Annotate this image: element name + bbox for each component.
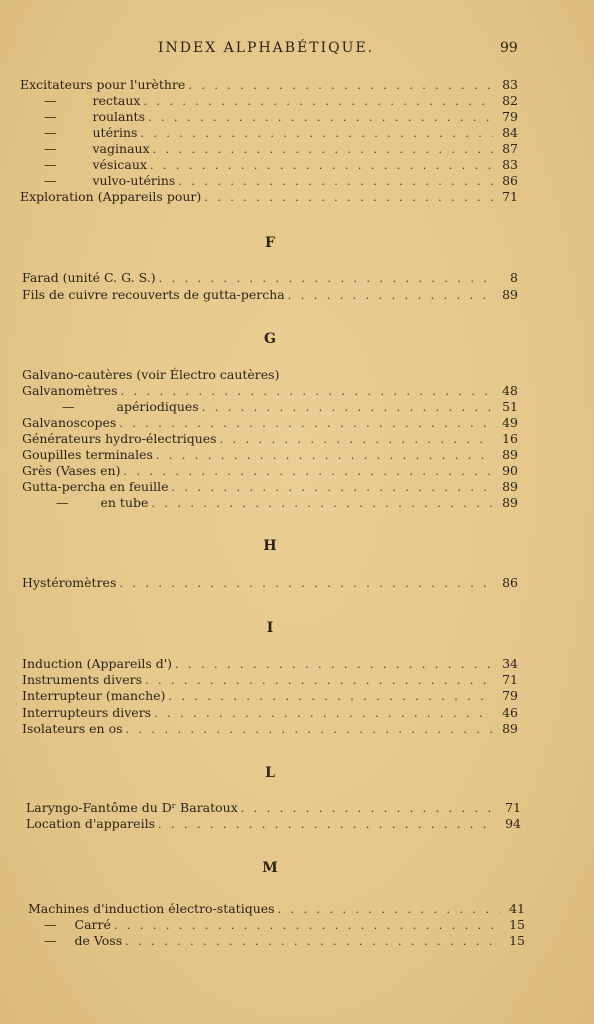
index-entry: Fils de cuivre recouverts de gutta-percha . . . 89	[22, 287, 518, 303]
index-entry: — rectaux . . . 82	[44, 93, 518, 109]
section-letter: G	[264, 331, 276, 347]
index-entry: Excitateurs pour l'urèthre . . . 83	[20, 77, 518, 93]
index-entry: — Carré . . . 15	[44, 917, 525, 933]
index-entry: Exploration (Appareils pour) . . . 71	[20, 189, 518, 205]
index-entry: Farad (unité C. G. S.) . . . 8	[22, 270, 518, 286]
index-entry: Machines d'induction électro-statiques . . . 41	[28, 901, 525, 917]
section-letter: I	[266, 620, 274, 636]
index-entry: Goupilles terminales . . . 89	[22, 447, 518, 463]
index-entry: — apériodiques . . . 51	[62, 399, 518, 415]
index-entry: Grès (Vases en) . . . 90	[22, 463, 518, 479]
index-entry: — de Voss . . . 15	[44, 933, 525, 949]
index-entry: — en tube . . . 89	[56, 495, 518, 511]
index-entry: — roulants . . . 79	[44, 109, 518, 125]
section-letter: F	[265, 235, 275, 251]
index-entry: Interrupteur (manche) . . . 79	[22, 688, 518, 704]
index-entry: Galvano-cautères (voir Électro cautères)	[22, 367, 280, 382]
index-entry: Générateurs hydro-électriques . . . 16	[22, 431, 518, 447]
index-entry: Instruments divers . . . 71	[22, 672, 518, 688]
index-entry: Induction (Appareils d') . . . 34	[22, 656, 518, 672]
index-entry: Laryngo-Fantôme du Dʳ Baratoux . . . 71	[26, 800, 521, 816]
page-number: 99	[500, 40, 518, 56]
index-entry: Interrupteurs divers . . . 46	[22, 705, 518, 721]
index-entry: — utérins . . . 84	[44, 125, 518, 141]
section-letter: L	[265, 765, 275, 781]
index-entry: — vésicaux . . . 83	[44, 157, 518, 173]
index-entry: Location d'appareils . . . 94	[26, 816, 521, 832]
running-title: INDEX ALPHABÉTIQUE.	[158, 40, 375, 56]
index-entry: Galvanomètres . . . 48	[22, 383, 518, 399]
page-header	[0, 40, 594, 60]
index-entry: Galvanoscopes . . . 49	[22, 415, 518, 431]
section-letter: M	[262, 860, 278, 876]
index-entry: — vaginaux . . . 87	[44, 141, 518, 157]
section-letter: H	[263, 538, 277, 554]
index-entry: Gutta-percha en feuille . . . 89	[22, 479, 518, 495]
index-entry: — vulvo-utérins . . . 86	[44, 173, 518, 189]
index-entry: Isolateurs en os . . . 89	[22, 721, 518, 737]
index-entry: Hystéromètres . . . 86	[22, 575, 518, 591]
